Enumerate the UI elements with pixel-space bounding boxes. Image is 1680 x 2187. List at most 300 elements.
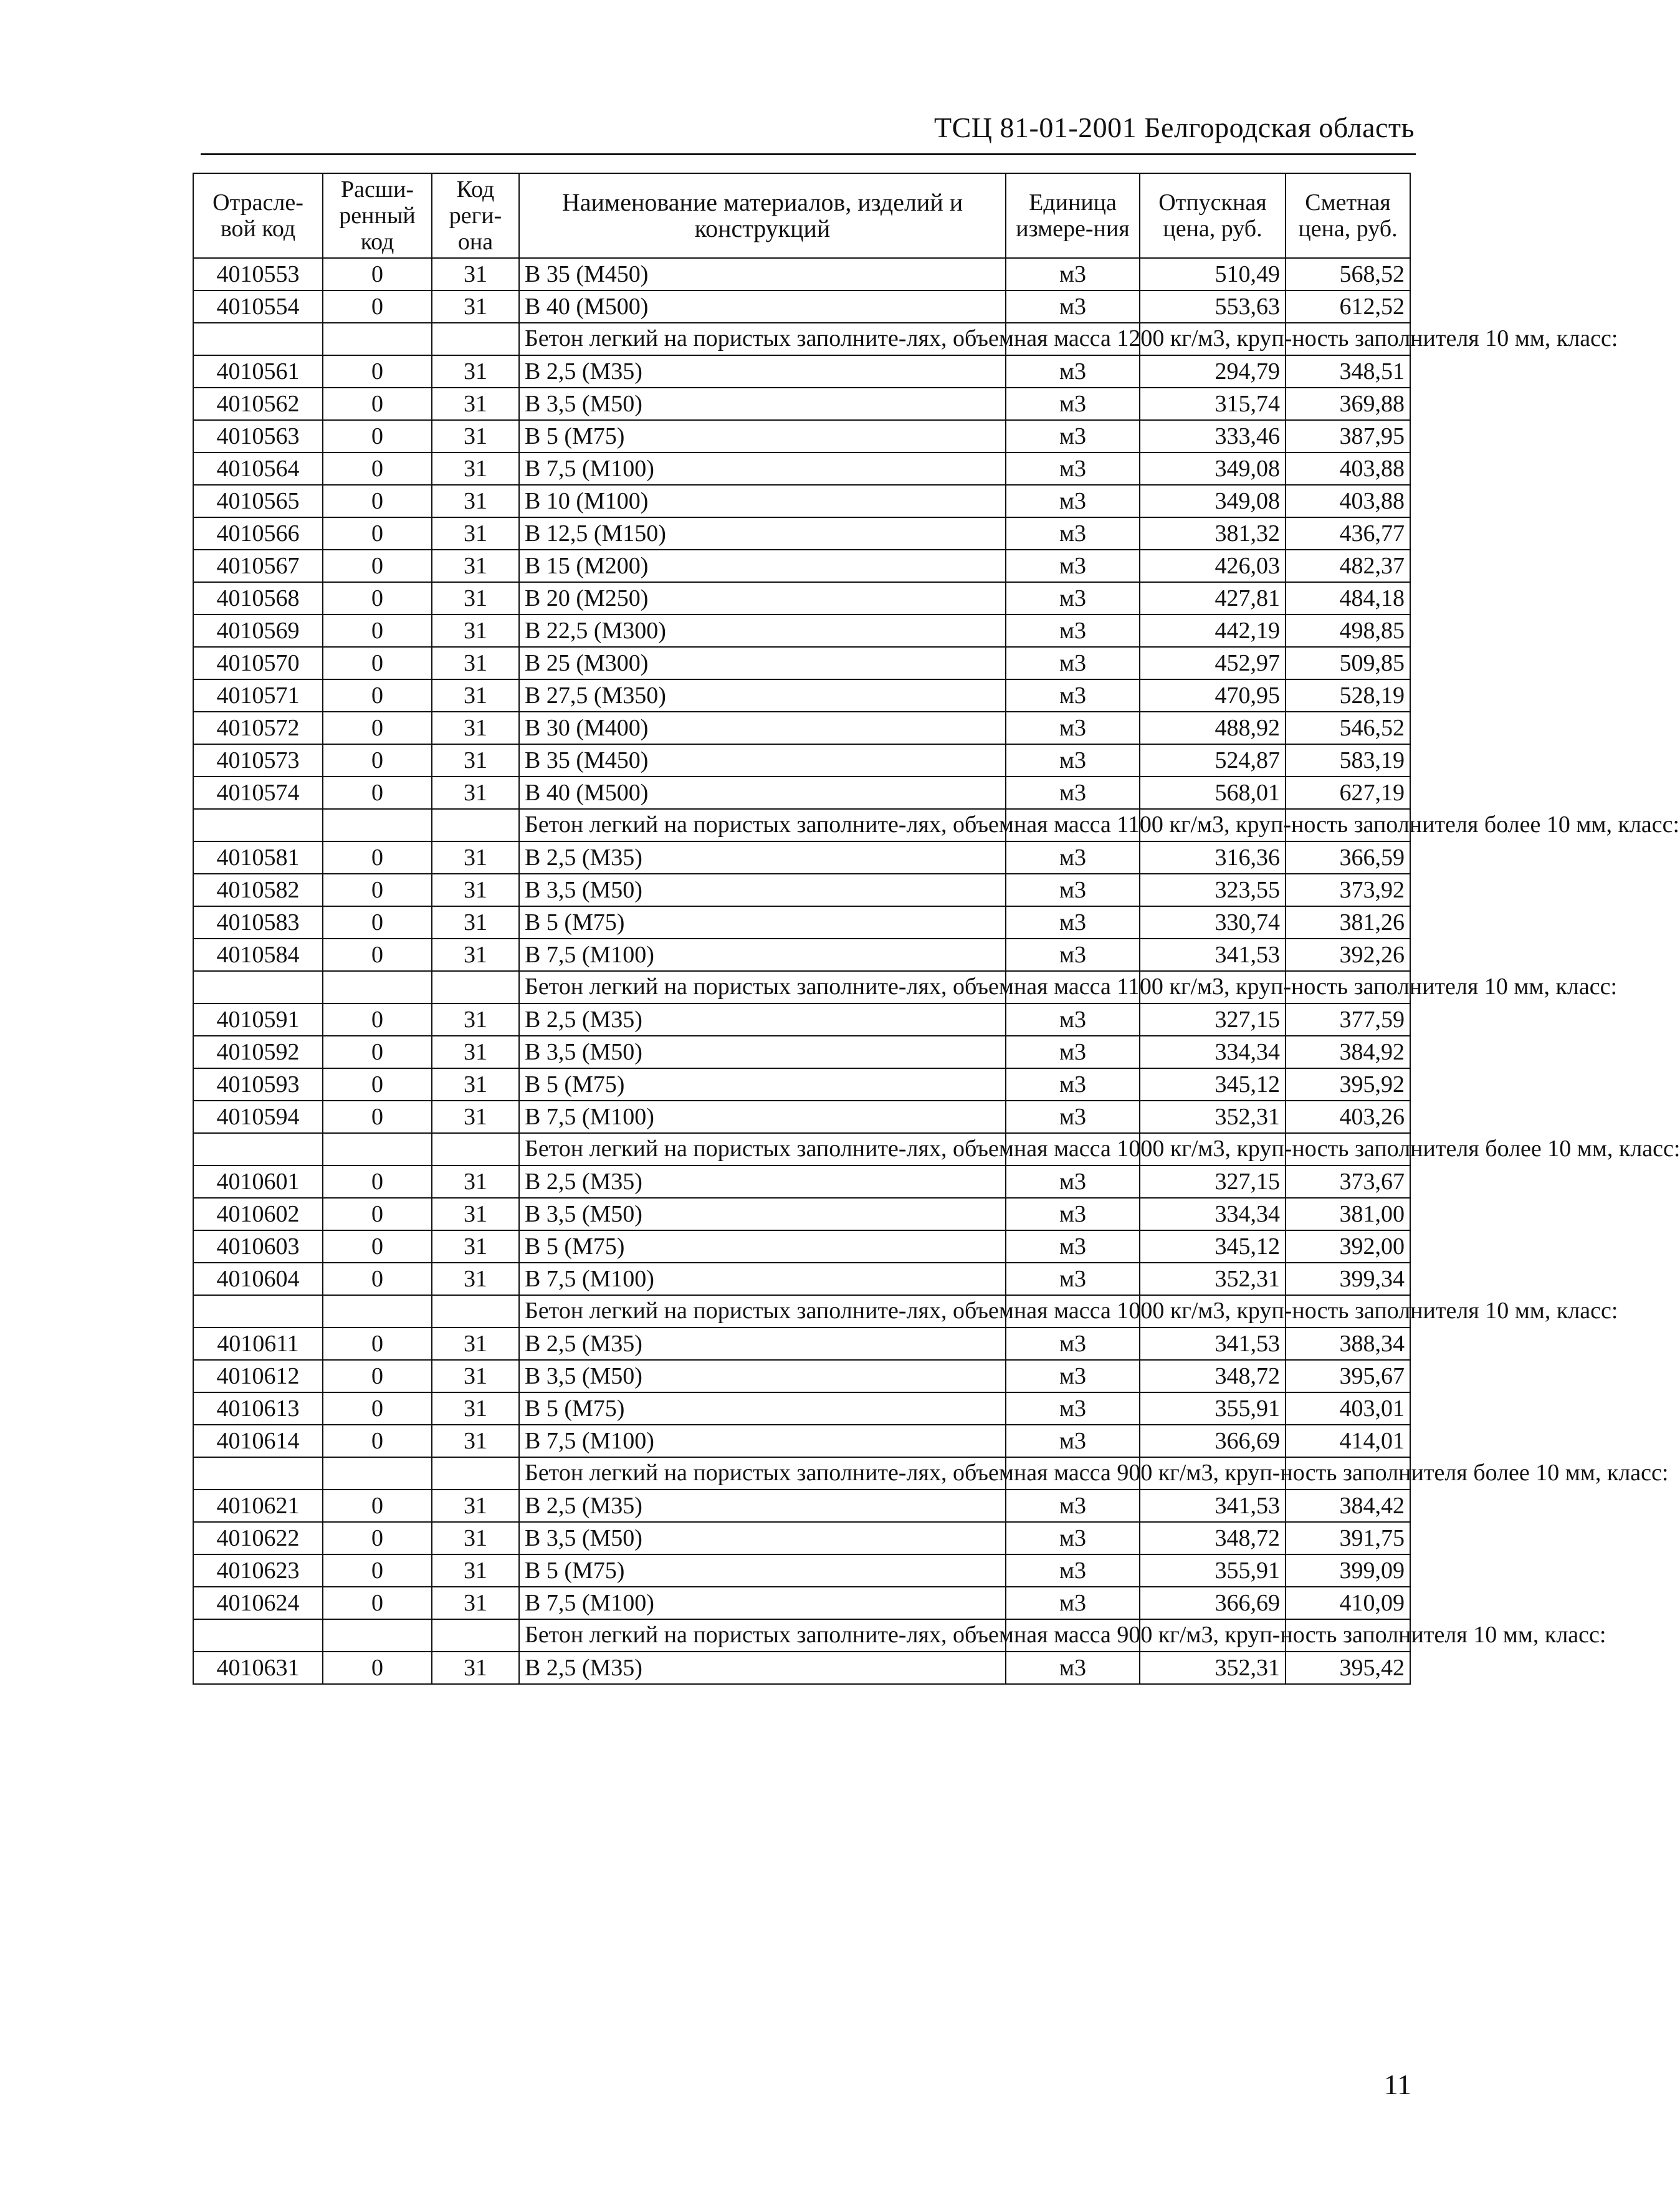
table-row [193,1522,1410,1554]
cell-price: 381,32 [1140,517,1286,550]
cell-name: В 27,5 (М350) [519,679,1006,712]
cell-code [193,323,323,355]
col-header-unit: Единица измере-ния [1006,173,1140,258]
cell-region-code: 31 [432,1036,519,1068]
cell-region-code [432,809,519,841]
cell-ext-code: 0 [323,906,432,939]
cell-code: 4010624 [193,1587,323,1619]
cell-estimate: 568,52 [1286,258,1410,290]
group-heading-row [193,1619,1410,1652]
cell-estimate: 381,26 [1286,906,1410,939]
cell-ext-code: 0 [323,258,432,290]
cell-region-code: 31 [432,1328,519,1360]
cell-unit: м3 [1006,517,1140,550]
cell-region-code [432,1133,519,1165]
cell-code [193,971,323,1003]
cell-code: 4010573 [193,744,323,777]
cell-ext-code [323,1619,432,1652]
cell-ext-code [323,1133,432,1165]
cell-code: 4010584 [193,939,323,971]
table-row [193,744,1410,777]
cell-code: 4010591 [193,1003,323,1036]
cell-ext-code: 0 [323,615,432,647]
cell-region-code: 31 [432,290,519,323]
cell-region-code: 31 [432,1230,519,1263]
cell-price: 553,63 [1140,290,1286,323]
cell-price: 352,31 [1140,1263,1286,1295]
cell-price: 488,92 [1140,712,1286,744]
table-row [193,1652,1410,1684]
cell-estimate: 392,00 [1286,1230,1410,1263]
cell-unit: м3 [1006,1101,1140,1133]
cell-name: В 40 (М500) [519,777,1006,809]
cell-ext-code: 0 [323,1490,432,1522]
cell-price: 333,46 [1140,420,1286,452]
cell-name: В 2,5 (М35) [519,841,1006,874]
cell-name: В 5 (М75) [519,1068,1006,1101]
cell-name: В 3,5 (М50) [519,1036,1006,1068]
cell-estimate: 395,92 [1286,1068,1410,1101]
cell-price: 426,03 [1140,550,1286,582]
table-row [193,777,1410,809]
table-row [193,582,1410,615]
cell-region-code: 31 [432,1490,519,1522]
cell-ext-code [323,809,432,841]
cell-name: В 3,5 (М50) [519,1198,1006,1230]
cell-ext-code: 0 [323,420,432,452]
cell-region-code: 31 [432,647,519,679]
col-header-price: Отпускная цена, руб. [1140,173,1286,258]
cell-region-code [432,1619,519,1652]
cell-name: В 7,5 (М100) [519,939,1006,971]
cell-name: В 7,5 (М100) [519,1587,1006,1619]
cell-unit: м3 [1006,1198,1140,1230]
table-row [193,517,1410,550]
cell-price: 524,87 [1140,744,1286,777]
page-number: 11 [1383,2069,1411,2100]
cell-unit: м3 [1006,582,1140,615]
cell-name: В 7,5 (М100) [519,1101,1006,1133]
cell-estimate: 612,52 [1286,290,1410,323]
table-body [193,258,1680,1684]
cell-name: В 30 (М400) [519,712,1006,744]
cell-unit: м3 [1006,615,1140,647]
cell-ext-code: 0 [323,1652,432,1684]
cell-region-code: 31 [432,744,519,777]
group-heading-row [193,1133,1410,1165]
cell-estimate: 482,37 [1286,550,1410,582]
cell-name: В 3,5 (М50) [519,1360,1006,1392]
cell-code: 4010603 [193,1230,323,1263]
group-heading-row [193,1295,1410,1328]
cell-ext-code [323,1295,432,1328]
cell-unit: м3 [1006,420,1140,452]
cell-region-code [432,1457,519,1490]
cell-price: 452,97 [1140,647,1286,679]
cell-code: 4010569 [193,615,323,647]
cell-ext-code: 0 [323,550,432,582]
cell-name: В 5 (М75) [519,1230,1006,1263]
cell-ext-code: 0 [323,1392,432,1425]
col-header-ext-code: Расши-ренный код [323,173,432,258]
cell-region-code: 31 [432,712,519,744]
cell-unit: м3 [1006,1165,1140,1198]
cell-estimate: 399,34 [1286,1263,1410,1295]
cell-name: В 5 (М75) [519,420,1006,452]
cell-estimate: 403,88 [1286,485,1410,517]
cell-region-code: 31 [432,355,519,388]
cell-unit: м3 [1006,1392,1140,1425]
cell-ext-code: 0 [323,582,432,615]
table-row [193,355,1410,388]
cell-code: 4010561 [193,355,323,388]
cell-ext-code: 0 [323,874,432,906]
cell-region-code: 31 [432,1587,519,1619]
cell-region-code: 31 [432,1425,519,1457]
cell-price: 352,31 [1140,1101,1286,1133]
cell-estimate: 627,19 [1286,777,1410,809]
cell-estimate: 414,01 [1286,1425,1410,1457]
cell-name: Бетон легкий на пористых заполните-лях, объемная масса 900 кг/м3, круп-ность заполнителя более 10 мм, класс: [519,1457,1006,1490]
table-row [193,1425,1410,1457]
cell-ext-code: 0 [323,1587,432,1619]
cell-estimate: 373,92 [1286,874,1410,906]
cell-region-code: 31 [432,485,519,517]
cell-region-code: 31 [432,841,519,874]
cell-name: В 7,5 (М100) [519,1263,1006,1295]
cell-code: 4010612 [193,1360,323,1392]
cell-code: 4010594 [193,1101,323,1133]
cell-estimate: 391,75 [1286,1522,1410,1554]
cell-region-code: 31 [432,1554,519,1587]
cell-name: В 3,5 (М50) [519,874,1006,906]
cell-code: 4010574 [193,777,323,809]
cell-ext-code: 0 [323,712,432,744]
cell-name: Бетон легкий на пористых заполните-лях, объемная масса 1000 кг/м3, круп-ность заполнителя более 10 мм, класс: [519,1133,1006,1165]
cell-ext-code: 0 [323,1003,432,1036]
group-heading-row [193,971,1410,1003]
cell-region-code: 31 [432,615,519,647]
table-row [193,1003,1410,1036]
table-row [193,1392,1410,1425]
cell-code: 4010582 [193,874,323,906]
cell-code: 4010601 [193,1165,323,1198]
cell-price: 349,08 [1140,485,1286,517]
cell-name: В 7,5 (М100) [519,452,1006,485]
cell-name: В 35 (М450) [519,744,1006,777]
cell-unit: м3 [1006,388,1140,420]
cell-code [193,1295,323,1328]
cell-ext-code: 0 [323,517,432,550]
table-row [193,485,1410,517]
table-row [193,874,1410,906]
cell-estimate: 399,09 [1286,1554,1410,1587]
cell-unit: м3 [1006,258,1140,290]
cell-price: 348,72 [1140,1360,1286,1392]
cell-price: 568,01 [1140,777,1286,809]
col-header-name: Наименование материалов, изделий и конструкций [519,173,1006,258]
cell-estimate: 388,34 [1286,1328,1410,1360]
cell-price: 355,91 [1140,1392,1286,1425]
group-heading-row [193,809,1410,841]
cell-region-code: 31 [432,777,519,809]
cell-name: В 2,5 (М35) [519,1328,1006,1360]
cell-code [193,1457,323,1490]
cell-name: Бетон легкий на пористых заполните-лях, объемная масса 1100 кг/м3, круп-ность заполнителя 10 мм, класс: [519,971,1006,1003]
cell-name: Бетон легкий на пористых заполните-лях, объемная масса 1200 кг/м3, круп-ность заполнителя 10 мм, класс: [519,323,1006,355]
cell-ext-code: 0 [323,647,432,679]
cell-name: В 3,5 (М50) [519,1522,1006,1554]
cell-code: 4010623 [193,1554,323,1587]
cell-code: 4010565 [193,485,323,517]
cell-code: 4010568 [193,582,323,615]
cell-ext-code: 0 [323,1554,432,1587]
cell-ext-code: 0 [323,1198,432,1230]
table-row [193,1036,1410,1068]
cell-estimate: 509,85 [1286,647,1410,679]
cell-price: 315,74 [1140,388,1286,420]
cell-region-code: 31 [432,517,519,550]
cell-ext-code: 0 [323,1230,432,1263]
cell-estimate: 384,42 [1286,1490,1410,1522]
cell-unit: м3 [1006,906,1140,939]
cell-ext-code: 0 [323,1328,432,1360]
cell-region-code: 31 [432,679,519,712]
cell-code: 4010563 [193,420,323,452]
cell-unit: м3 [1006,1522,1140,1554]
cell-ext-code: 0 [323,939,432,971]
cell-name: Бетон легкий на пористых заполните-лях, объемная масса 1100 кг/м3, круп-ность заполнителя более 10 мм, класс: [519,809,1006,841]
cell-ext-code: 0 [323,777,432,809]
cell-code: 4010564 [193,452,323,485]
cell-region-code: 31 [432,939,519,971]
cell-name: В 2,5 (М35) [519,355,1006,388]
table-row [193,712,1410,744]
cell-price: 348,72 [1140,1522,1286,1554]
table-row [193,258,1410,290]
cell-ext-code: 0 [323,1522,432,1554]
cell-price: 470,95 [1140,679,1286,712]
table-row [193,647,1410,679]
cell-price: 355,91 [1140,1554,1286,1587]
cell-price: 345,12 [1140,1230,1286,1263]
cell-ext-code: 0 [323,1068,432,1101]
cell-unit: м3 [1006,874,1140,906]
cell-name: В 5 (М75) [519,1554,1006,1587]
cell-code [193,1133,323,1165]
cell-name: В 5 (М75) [519,1392,1006,1425]
cell-estimate: 498,85 [1286,615,1410,647]
cell-estimate: 528,19 [1286,679,1410,712]
cell-price: 345,12 [1140,1068,1286,1101]
cell-estimate: 484,18 [1286,582,1410,615]
cell-ext-code: 0 [323,1263,432,1295]
cell-unit: м3 [1006,355,1140,388]
table-row [193,939,1410,971]
cell-code: 4010602 [193,1198,323,1230]
cell-ext-code: 0 [323,485,432,517]
cell-price: 316,36 [1140,841,1286,874]
cell-ext-code: 0 [323,388,432,420]
cell-region-code: 31 [432,420,519,452]
cell-region-code: 31 [432,452,519,485]
cell-unit: м3 [1006,1003,1140,1036]
cell-unit: м3 [1006,1652,1140,1684]
cell-estimate: 546,52 [1286,712,1410,744]
cell-name: В 40 (М500) [519,290,1006,323]
table-row [193,1230,1410,1263]
cell-name: В 3,5 (М50) [519,388,1006,420]
cell-estimate: 410,09 [1286,1587,1410,1619]
cell-unit: м3 [1006,1490,1140,1522]
cell-code: 4010621 [193,1490,323,1522]
cell-price: 341,53 [1140,1490,1286,1522]
cell-code: 4010566 [193,517,323,550]
cell-estimate: 403,88 [1286,452,1410,485]
cell-estimate: 384,92 [1286,1036,1410,1068]
cell-name: В 2,5 (М35) [519,1652,1006,1684]
col-header-region-code: Код реги-она [432,173,519,258]
cell-name: В 2,5 (М35) [519,1165,1006,1198]
table-row [193,1198,1410,1230]
cell-name: Бетон легкий на пористых заполните-лях, объемная масса 1000 кг/м3, круп-ность заполнителя 10 мм, класс: [519,1295,1006,1328]
cell-region-code: 31 [432,1003,519,1036]
cell-unit: м3 [1006,1230,1140,1263]
cell-name: В 10 (М100) [519,485,1006,517]
cell-estimate: 369,88 [1286,388,1410,420]
cell-price: 510,49 [1140,258,1286,290]
cell-price: 327,15 [1140,1165,1286,1198]
cell-region-code: 31 [432,1068,519,1101]
cell-name: В 2,5 (М35) [519,1003,1006,1036]
cell-unit: м3 [1006,1554,1140,1587]
cell-ext-code: 0 [323,679,432,712]
cell-code: 4010553 [193,258,323,290]
cell-price: 294,79 [1140,355,1286,388]
cell-name: В 20 (М250) [519,582,1006,615]
cell-unit: м3 [1006,1587,1140,1619]
cell-region-code: 31 [432,1198,519,1230]
cell-price: 323,55 [1140,874,1286,906]
cell-estimate: 377,59 [1286,1003,1410,1036]
table-row [193,452,1410,485]
cell-price: 327,15 [1140,1003,1286,1036]
cell-price: 352,31 [1140,1652,1286,1684]
table-row [193,906,1410,939]
cell-name: В 5 (М75) [519,906,1006,939]
table-row [193,1587,1410,1619]
table-row [193,1360,1410,1392]
cell-unit: м3 [1006,290,1140,323]
cell-unit: м3 [1006,679,1140,712]
cell-region-code [432,323,519,355]
cell-ext-code: 0 [323,1360,432,1392]
cell-region-code: 31 [432,1652,519,1684]
cell-name: В 22,5 (М300) [519,615,1006,647]
cell-region-code: 31 [432,258,519,290]
cell-code: 4010614 [193,1425,323,1457]
cell-estimate: 403,26 [1286,1101,1410,1133]
cell-name: В 2,5 (М35) [519,1490,1006,1522]
cell-region-code [432,971,519,1003]
cell-region-code: 31 [432,550,519,582]
cell-estimate: 403,01 [1286,1392,1410,1425]
cell-code: 4010631 [193,1652,323,1684]
cell-price: 427,81 [1140,582,1286,615]
cell-unit: м3 [1006,1425,1140,1457]
cell-ext-code: 0 [323,452,432,485]
table-row [193,615,1410,647]
cell-ext-code: 0 [323,1165,432,1198]
cell-region-code: 31 [432,388,519,420]
cell-ext-code: 0 [323,1101,432,1133]
cell-unit: м3 [1006,777,1140,809]
cell-estimate: 395,67 [1286,1360,1410,1392]
table-row [193,1101,1410,1133]
cell-unit: м3 [1006,485,1140,517]
cell-price: 341,53 [1140,939,1286,971]
cell-code: 4010581 [193,841,323,874]
group-heading-row [193,323,1410,355]
cell-unit: м3 [1006,1036,1140,1068]
cell-code: 4010571 [193,679,323,712]
cell-price: 442,19 [1140,615,1286,647]
cell-region-code: 31 [432,1165,519,1198]
cell-estimate: 366,59 [1286,841,1410,874]
cell-name: В 12,5 (М150) [519,517,1006,550]
cell-code: 4010604 [193,1263,323,1295]
cell-unit: м3 [1006,841,1140,874]
cell-unit: м3 [1006,550,1140,582]
cell-unit: м3 [1006,452,1140,485]
cell-unit: м3 [1006,712,1140,744]
cell-price: 330,74 [1140,906,1286,939]
cell-name: В 15 (М200) [519,550,1006,582]
page-header: ТСЦ 81-01-2001 Белгородская область [934,112,1415,143]
cell-ext-code [323,323,432,355]
cell-unit: м3 [1006,744,1140,777]
cell-region-code: 31 [432,906,519,939]
cell-unit: м3 [1006,939,1140,971]
cell-code: 4010583 [193,906,323,939]
cell-code: 4010572 [193,712,323,744]
table-row [193,1263,1410,1295]
table-row [193,1328,1410,1360]
cell-unit: м3 [1006,1360,1140,1392]
cell-ext-code: 0 [323,290,432,323]
cell-region-code: 31 [432,1392,519,1425]
cell-name: Бетон легкий на пористых заполните-лях, объемная масса 900 кг/м3, круп-ность заполнителя 10 мм, класс: [519,1619,1006,1652]
cell-code: 4010554 [193,290,323,323]
cell-code [193,809,323,841]
cell-ext-code: 0 [323,1425,432,1457]
table-row [193,1165,1410,1198]
cell-region-code [432,1295,519,1328]
table-row [193,290,1410,323]
cell-estimate: 348,51 [1286,355,1410,388]
table-row [193,841,1410,874]
cell-ext-code [323,1457,432,1490]
cell-estimate: 583,19 [1286,744,1410,777]
cell-price: 334,34 [1140,1198,1286,1230]
cell-code [193,1619,323,1652]
cell-estimate: 381,00 [1286,1198,1410,1230]
cell-ext-code: 0 [323,841,432,874]
cell-price: 349,08 [1140,452,1286,485]
cell-unit: м3 [1006,1068,1140,1101]
cell-estimate: 387,95 [1286,420,1410,452]
cell-code: 4010593 [193,1068,323,1101]
